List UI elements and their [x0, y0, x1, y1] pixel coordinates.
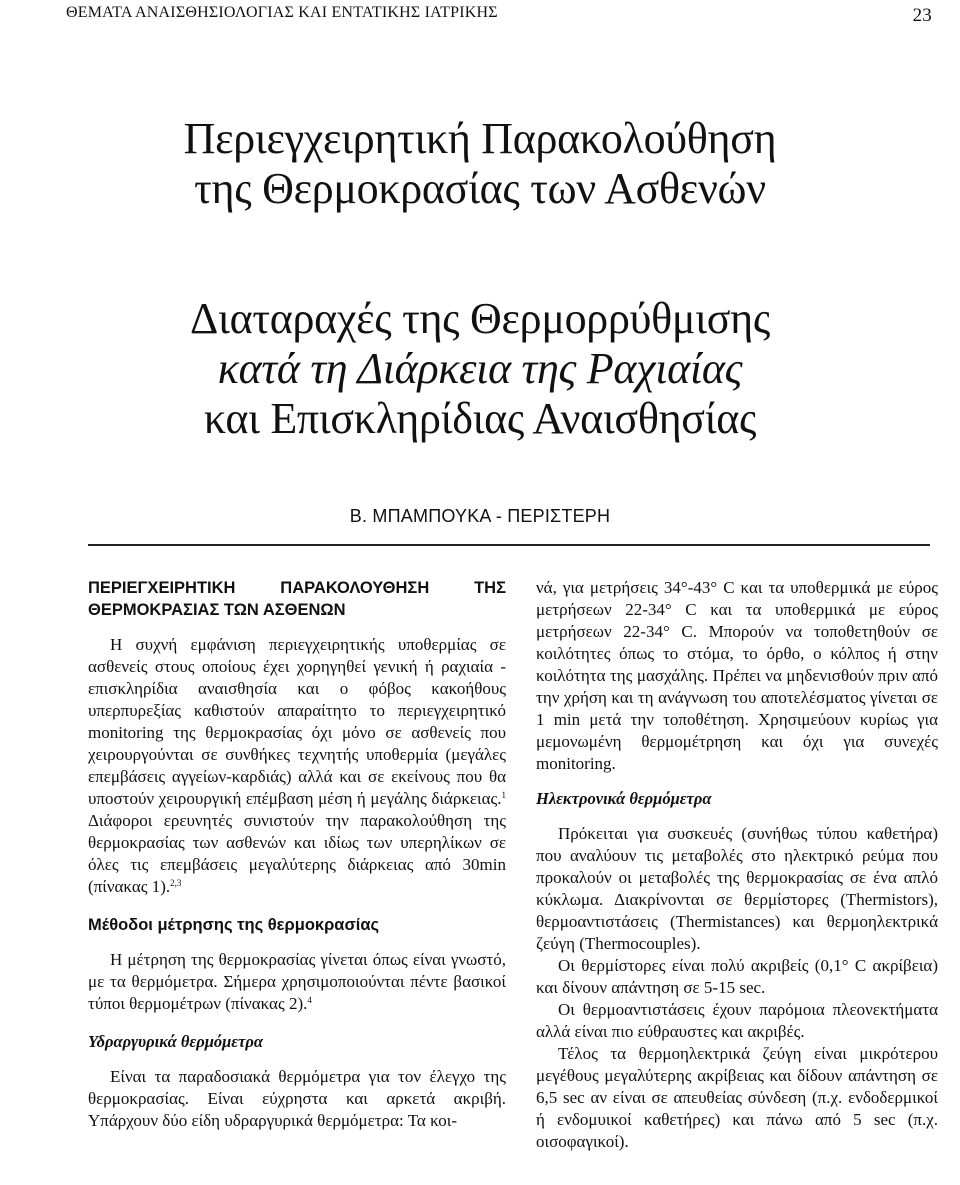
title-line-3: Διαταραχές της Θερμορρύθμισης	[190, 294, 770, 343]
section-heading-methods: Μέθοδοι μέτρησης της θερμοκρασίας	[88, 916, 380, 934]
article-subtitle	[0, 294, 960, 444]
title-line-4: κατά τη Διάρκεια της Ραχιαίας	[217, 344, 743, 393]
paragraph-thermistors: Οι θερμίστορες είναι πολύ ακριβείς (0,1° C ακρίβεια) και δίνουν απάντηση σε 5-15 sec.	[536, 956, 938, 997]
right-column	[536, 577, 938, 1153]
title-divider	[88, 544, 930, 546]
citation: 4	[307, 995, 312, 1005]
title-line-2: της Θερμοκρασίας των Ασθενών	[194, 164, 766, 213]
left-column	[88, 577, 506, 1132]
section-heading-perioperative: ΠΕΡΙΕΓΧΕΙΡΗΤΙΚΗ ΠΑΡΑΚΟΛΟΥΘΗΣΗ ΤΗΣ ΘΕΡΜΟΚΡΑΣΙΑΣ ΤΩΝ ΑΣΘΕΝΩΝ	[88, 579, 506, 619]
paragraph-mercury-cont: νά, για μετρήσεις 34°-43° C και τα υποθερμικά με εύρος μετρήσεων 22-34° C και τα υποθερμικά με εύρος μετρήσεων 22-34° C. Μπορούν να τοποθετηθούν σε κοιλότητες όπως το στόμα, το όρθο, ο κόλπος ή στην κοιλότητα της μασχάλης. Πρέπει να μηδενισθούν πριν από την χρήση και τη ανάγνωση του αποτελέσματος γίνεται σε 1 min μετά την τοποθέτηση. Χρησιμεύουν κυρίως για μεμονωμένη θερμομέτρηση και όχι για συνεχές monitoring.	[536, 578, 938, 773]
citation: 2,3	[170, 878, 182, 888]
subheading-electronic: Ηλεκτρονικά θερμόμετρα	[536, 789, 712, 808]
running-head	[66, 4, 932, 28]
title-line-1: Περιεγχειρητική Παρακολούθηση	[183, 114, 777, 163]
title-line-5: και Επισκληρίδιας Αναισθησίας	[203, 394, 757, 443]
page-number: 23	[912, 5, 932, 26]
paragraph-mercury: Είναι τα παραδοσιακά θερμόμετρα για τον έλεγχο της θερμοκρασίας. Είναι εύχρηστα και αρκετά ακριβή. Υπάρχουν δύο είδη υδραργυρικά θερμόμετρα: Τα κοι-	[88, 1067, 506, 1130]
paragraph-methods: Η μέτρηση της θερμοκρασίας γίνεται όπως είναι γνωστό, με τα θερμόμετρα. Σήμερα χρησιμοποιούνται πέντε βασικοί τύποι θερμομέτρων (πίνακας 2).$^4$	[88, 950, 506, 1013]
subheading-mercury: Υδραργυρικά θερμόμετρα	[88, 1032, 264, 1051]
journal-title: ΘΕΜΑΤΑ ΑΝΑΙΣΘΗΣΙΟΛΟΓΙΑΣ ΚΑΙ ΕΝΤΑΤΙΚΗΣ ΙΑΤΡΙΚΗΣ	[66, 4, 498, 21]
paragraph-thermistances: Οι θερμοαντιστάσεις έχουν παρόμοια πλεονεκτήματα αλλά είναι πιο εύθραυστες και ακριβές.	[536, 1000, 938, 1041]
paragraph-thermocouples: Τέλος τα θερμοηλεκτρικά ζεύγη είναι μικρότερου μεγέθους μεγαλύτερης ακρίβειας και δίδουν απάντηση σε 6,5 sec αν είναι σε απευθείας σύνδεση (π.χ. ενδοδερμικοί ή ενδομυικοί καθετήρες) και πάνω από 5 sec (π.χ. οισοφαγικοί).	[536, 1044, 938, 1151]
citation: 1	[501, 790, 506, 800]
author-name: Β. ΜΠΑΜΠΟΥΚΑ - ΠΕΡΙΣΤΕΡΗ	[349, 506, 611, 526]
paragraph-electronic: Πρόκειται για συσκευές (συνήθως τύπου καθετήρα) που αναλύουν τις μεταβολές στο ηλεκτρικό ρεύμα που προκαλούν οι μεταβολές της θερμοκρασίας σε ένα απλό κύκλωμα. Διακρίνονται σε θερμίστορες (Thermistors), θερμοαντιστάσεις (Thermistances) και θερμοηλεκτρικά ζεύγη (Thermocouples).	[536, 824, 938, 953]
article-title	[0, 114, 960, 214]
paragraph-intro: Η συχνή εμφάνιση περιεγχειρητικής υποθερμίας σε ασθενείς στους οποίους έχει χορηγηθεί γενική ή ραχιαία - επισκληρίδια αναισθησία και ο φόβος κακοήθους υπερπυρεξίας καθιστούν απαραίτητο το περιεγχειρητικό monitoring της θερμοκρασίας όχι μόνο σε ασθενείς που χειρουργούνται σε συνθήκες τεχνητής υποθερμία (μεγάλες επεμβάσεις αγγείων-καρδιάς) αλλά και σε εκείνους που θα υποστούν χειρουργική επέμβαση μέση ή μεγάλης διάρκειας.$^1$ Διάφοροι ερευνητές συνιστούν την παρακολούθηση της θερμοκρασίας των ασθενών και ιδίως των υπερηλίκων σε όλες τις επεμβάσεις μεγαλύτερης διάρκειας από 30min (πίνακας 1).$^{2,3}$	[88, 635, 506, 896]
